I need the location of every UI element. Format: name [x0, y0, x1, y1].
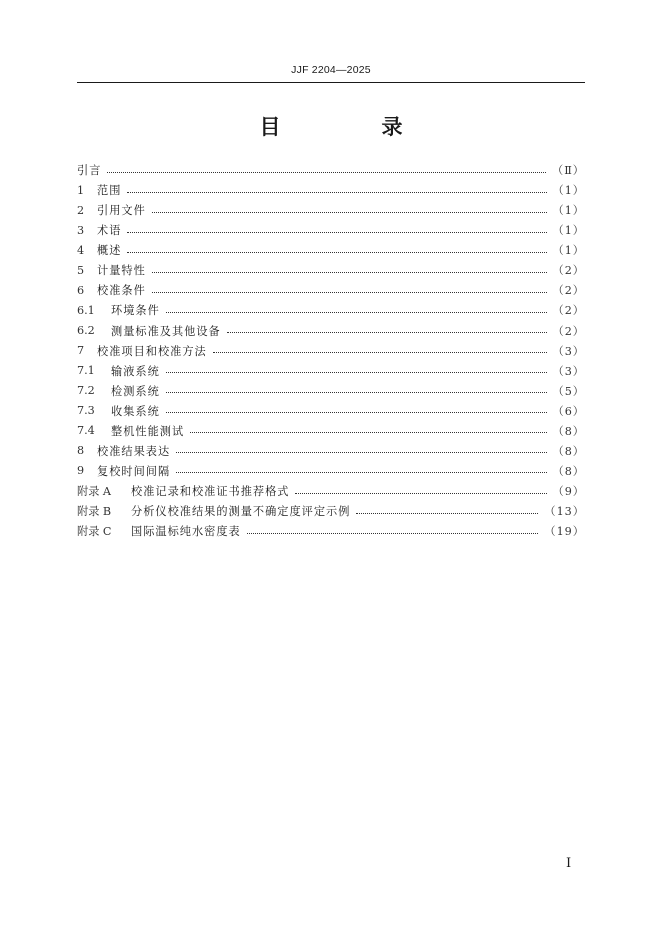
toc-entry-intro[interactable] — [77, 160, 585, 180]
toc-entry-7-3[interactable] — [77, 401, 585, 421]
toc-entry-label: 计量特性 — [97, 264, 146, 278]
toc-entry-7-2[interactable] — [77, 381, 585, 401]
toc-entry-number: 7 — [77, 344, 85, 358]
toc-entry-label: 术语 — [97, 224, 122, 238]
toc-entry-page: （8） — [552, 464, 585, 478]
dot-leader — [127, 252, 546, 253]
toc-entry-number: 附录 B — [77, 505, 112, 519]
dot-leader — [152, 212, 547, 213]
toc-entry-number: 6.1 — [77, 303, 95, 317]
toc-entry-number: 7.4 — [77, 424, 95, 438]
toc-entry-label: 概述 — [97, 244, 122, 258]
dot-leader — [166, 312, 547, 313]
toc-entry-page: （3） — [552, 364, 585, 378]
toc-entry-page: （3） — [552, 344, 585, 358]
toc-entry-page: （Ⅱ） — [552, 164, 585, 178]
toc-entry-label: 校准项目和校准方法 — [97, 344, 207, 358]
toc-entry-page: （1） — [552, 184, 585, 198]
dot-leader — [247, 533, 539, 534]
toc-entry-label: 收集系统 — [111, 404, 160, 418]
toc-entry-label: 国际温标纯水密度表 — [131, 525, 241, 539]
toc-entry-label: 测量标准及其他设备 — [111, 324, 221, 338]
header-rule — [77, 82, 585, 83]
toc-entry-label: 引言 — [77, 164, 102, 178]
dot-leader — [127, 192, 546, 193]
toc-entry-page: （6） — [552, 404, 585, 418]
toc-entry-page: （1） — [552, 204, 585, 218]
dot-leader — [213, 352, 547, 353]
toc-entry-page: （2） — [552, 264, 585, 278]
dot-leader — [176, 452, 546, 453]
toc-entry-6-2[interactable] — [77, 321, 585, 341]
toc-entry-number: 7.2 — [77, 384, 95, 398]
dot-leader — [166, 412, 547, 413]
toc-entry-page: （2） — [552, 284, 585, 298]
toc-entry-number: 8 — [77, 444, 85, 458]
toc-entry-number: 1 — [77, 183, 85, 197]
toc-entry-label: 校准记录和校准证书推荐格式 — [131, 485, 290, 499]
toc-entry-page: （19） — [544, 525, 585, 539]
dot-leader — [176, 472, 546, 473]
toc-entry-5[interactable] — [77, 260, 585, 280]
toc-entry-page: （1） — [552, 244, 585, 258]
dot-leader — [107, 172, 546, 173]
toc-entry-appendix-a[interactable] — [77, 481, 585, 501]
toc-entry-number: 3 — [77, 223, 85, 237]
dot-leader — [356, 513, 538, 514]
toc-entry-page: （2） — [552, 324, 585, 338]
toc-entry-9[interactable] — [77, 461, 585, 481]
dot-leader — [152, 292, 547, 293]
table-of-contents — [77, 160, 585, 541]
toc-entry-number: 4 — [77, 243, 85, 257]
toc-entry-number: 9 — [77, 464, 85, 478]
dot-leader — [166, 372, 547, 373]
toc-entry-8[interactable] — [77, 441, 585, 461]
dot-leader — [166, 392, 547, 393]
toc-entry-6-1[interactable] — [77, 300, 585, 320]
toc-entry-number: 6.2 — [77, 324, 95, 338]
toc-entry-7-1[interactable] — [77, 361, 585, 381]
toc-title: 目 录 — [259, 115, 443, 139]
toc-entry-page: （13） — [544, 505, 585, 519]
toc-entry-label: 校准结果表达 — [97, 444, 171, 458]
toc-entry-label: 环境条件 — [111, 304, 160, 318]
toc-entry-1[interactable] — [77, 180, 585, 200]
toc-entry-label: 范围 — [97, 184, 122, 198]
toc-entry-number: 6 — [77, 283, 85, 297]
toc-entry-label: 检测系统 — [111, 384, 160, 398]
toc-entry-3[interactable] — [77, 220, 585, 240]
toc-entry-label: 复校时间间隔 — [97, 464, 171, 478]
toc-entry-label: 分析仪校准结果的测量不确定度评定示例 — [131, 505, 351, 519]
toc-entry-number: 附录 C — [77, 525, 112, 539]
toc-entry-page: （5） — [552, 384, 585, 398]
toc-entry-4[interactable] — [77, 240, 585, 260]
dot-leader — [227, 332, 547, 333]
toc-entry-7-4[interactable] — [77, 421, 585, 441]
toc-entry-page: （1） — [552, 224, 585, 238]
toc-entry-7[interactable] — [77, 341, 585, 361]
toc-entry-number: 7.1 — [77, 364, 95, 378]
toc-entry-appendix-c[interactable] — [77, 521, 585, 541]
dot-leader — [127, 232, 546, 233]
toc-entry-label: 校准条件 — [97, 284, 146, 298]
toc-entry-page: （8） — [552, 444, 585, 458]
document-code-header: JJF 2204—2025 — [291, 64, 371, 76]
toc-entry-number: 2 — [77, 203, 85, 217]
page-number: Ⅰ — [566, 856, 572, 871]
dot-leader — [152, 272, 547, 273]
toc-entry-page: （2） — [552, 304, 585, 318]
toc-entry-label: 整机性能测试 — [111, 424, 185, 438]
toc-entry-2[interactable] — [77, 200, 585, 220]
toc-entry-label: 输液系统 — [111, 364, 160, 378]
toc-entry-number: 附录 A — [77, 485, 112, 499]
dot-leader — [190, 432, 546, 433]
toc-entry-page: （9） — [552, 485, 585, 499]
toc-entry-appendix-b[interactable] — [77, 501, 585, 521]
toc-entry-number: 7.3 — [77, 404, 95, 418]
toc-entry-label: 引用文件 — [97, 204, 146, 218]
toc-entry-page: （8） — [552, 424, 585, 438]
toc-entry-6[interactable] — [77, 280, 585, 300]
dot-leader — [295, 493, 546, 494]
toc-entry-number: 5 — [77, 263, 85, 277]
